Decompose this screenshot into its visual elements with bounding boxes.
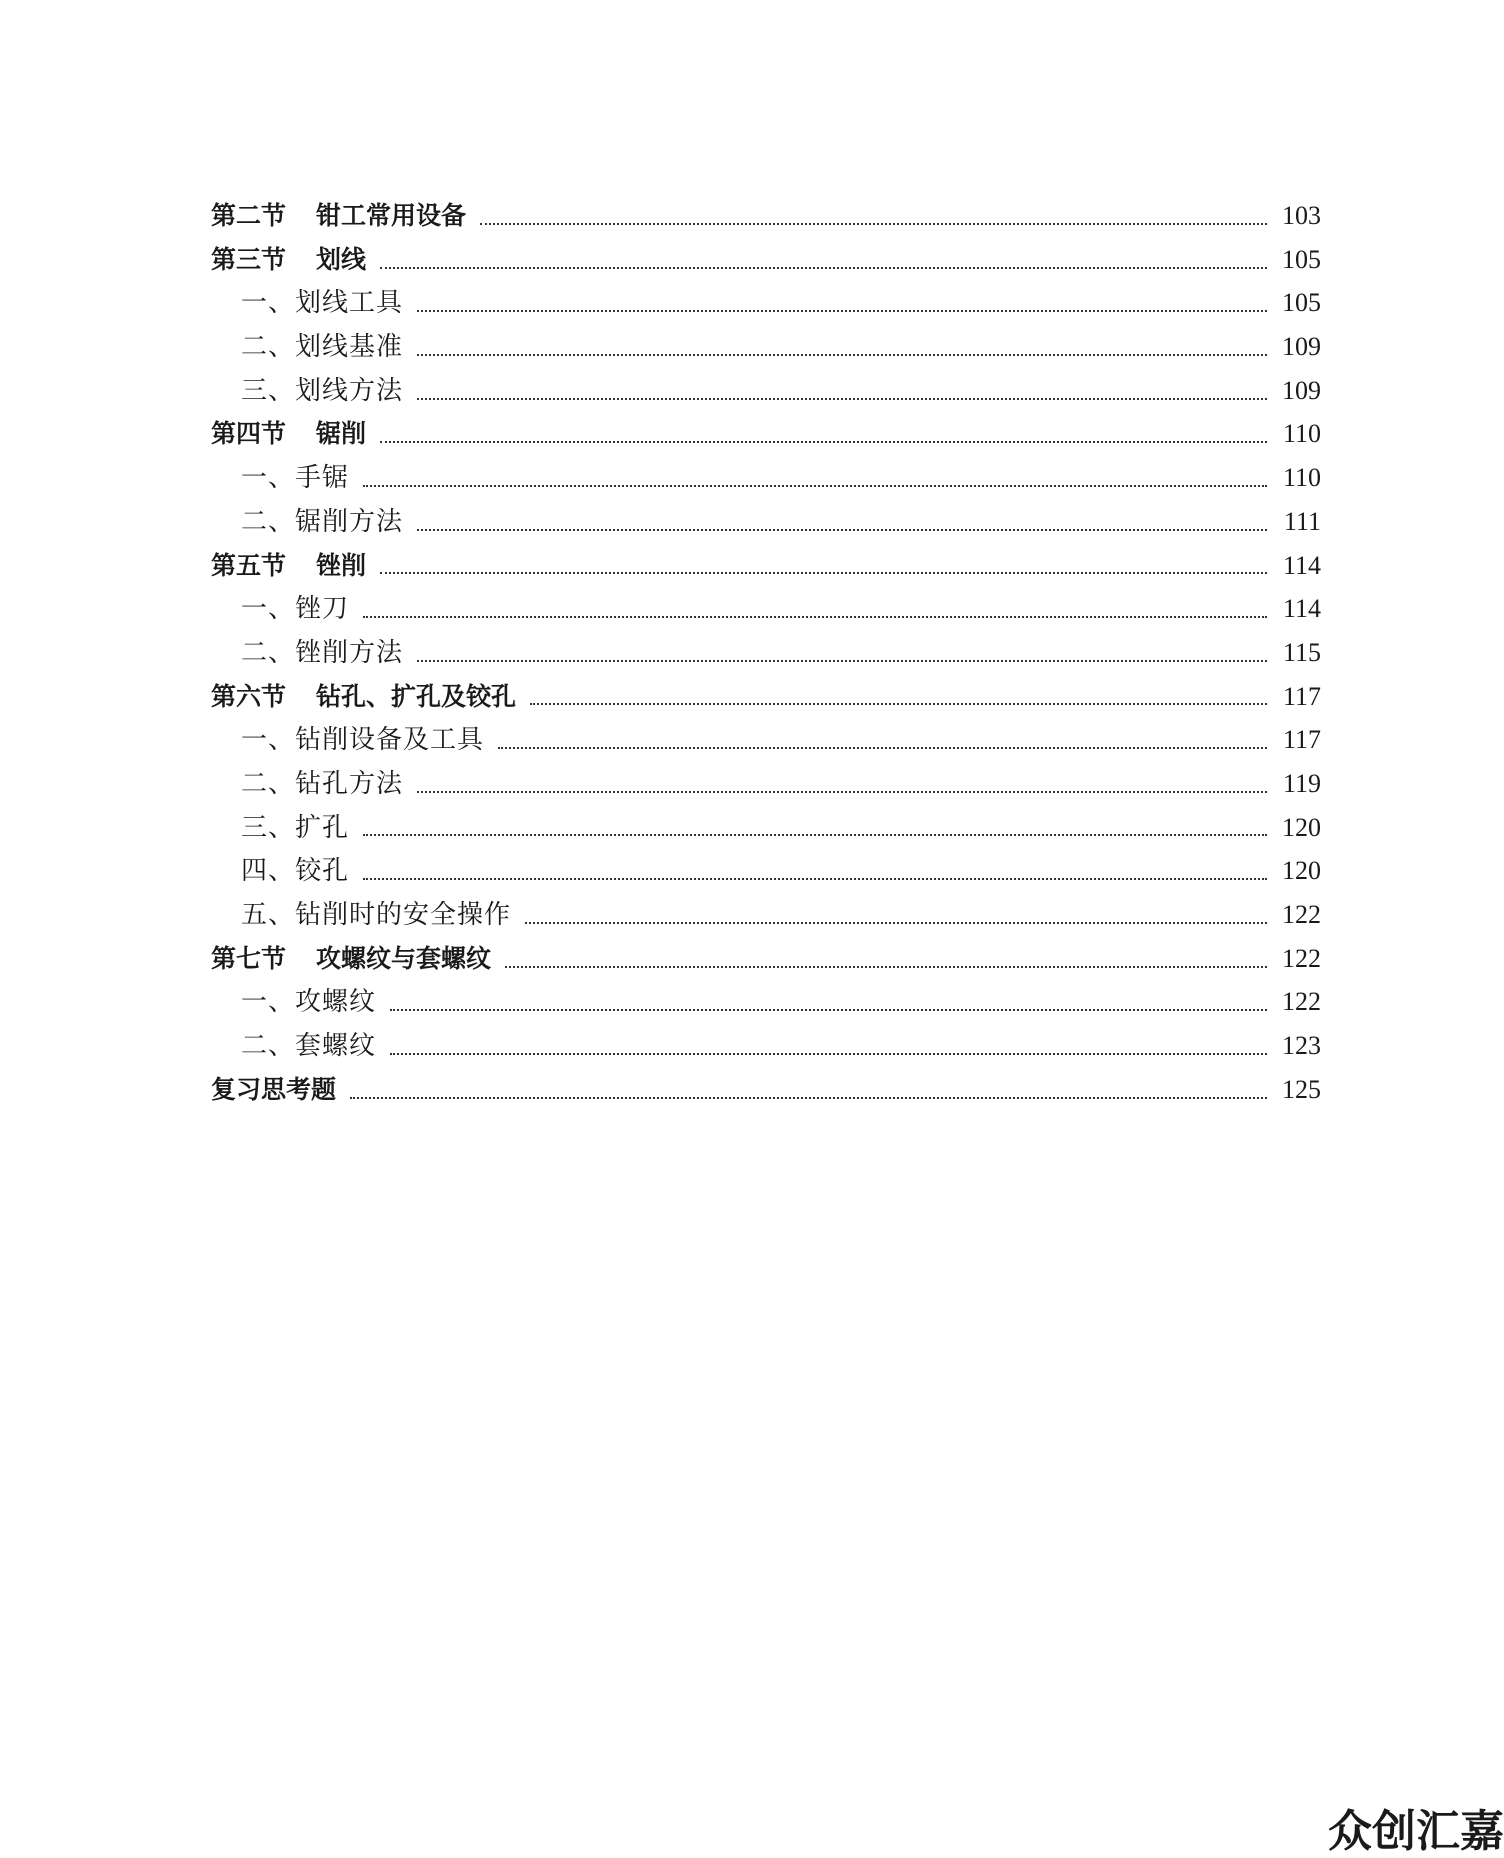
item-title: 二、钻孔方法 [241, 768, 404, 799]
dot-leader [480, 223, 1267, 225]
item-title: 三、划线方法 [241, 375, 404, 406]
page-number: 123 [1282, 1031, 1321, 1061]
item-title: 一、钻削设备及工具 [241, 725, 485, 756]
dot-leader [363, 485, 1267, 487]
toc-section-label [211, 194, 466, 238]
section-title: 攻螺纹与套螺纹 [316, 943, 492, 973]
toc-section-row[interactable] [211, 238, 1321, 282]
toc-section-row[interactable] [211, 675, 1321, 719]
page-number: 117 [1282, 725, 1321, 755]
dot-leader [525, 922, 1267, 924]
item-title: 三、扩孔 [241, 812, 350, 843]
toc-section-row[interactable] [211, 544, 1321, 588]
item-title: 五、钻削时的安全操作 [241, 900, 512, 930]
dot-leader [417, 354, 1267, 356]
dot-leader [498, 747, 1267, 749]
page-number: 109 [1282, 332, 1321, 362]
item-title: 一、手锯 [241, 463, 350, 494]
dot-leader [417, 660, 1267, 662]
toc-section-label [211, 544, 366, 588]
toc-item-row[interactable] [211, 762, 1321, 806]
toc-item-row[interactable] [211, 587, 1321, 631]
dot-leader [363, 834, 1267, 836]
page-number: 119 [1282, 768, 1321, 798]
section-title: 钳工常用设备 [316, 201, 467, 230]
section-number: 第六节 [211, 681, 287, 711]
item-title: 二、套螺纹 [241, 1031, 377, 1062]
dot-leader [380, 267, 1267, 269]
section-title: 钻孔、扩孔及铰孔 [316, 681, 517, 711]
page-number: 122 [1282, 987, 1321, 1017]
toc-item-row[interactable] [211, 718, 1321, 762]
toc-section-label [211, 1068, 336, 1112]
dot-leader [390, 1053, 1267, 1055]
page-number: 122 [1282, 943, 1321, 973]
toc-item-row[interactable] [211, 849, 1321, 893]
section-number: 第七节 [211, 943, 287, 973]
page-number: 117 [1282, 681, 1321, 711]
page-number: 103 [1282, 201, 1321, 230]
section-number: 第二节 [211, 201, 287, 230]
dot-leader [505, 966, 1267, 968]
toc-section-label [211, 412, 366, 456]
dot-leader [417, 529, 1267, 531]
page-number: 109 [1282, 375, 1321, 405]
item-title: 二、划线基准 [241, 332, 404, 363]
section-title: 划线 [316, 244, 367, 274]
page-number: 111 [1283, 506, 1321, 536]
section-title: 锉削 [316, 550, 367, 580]
dot-leader [417, 791, 1267, 793]
dot-leader [363, 878, 1267, 880]
dot-leader [350, 1097, 1267, 1099]
toc-item-row[interactable] [211, 281, 1321, 325]
item-title: 四、铰孔 [241, 856, 350, 887]
page-number: 120 [1282, 812, 1321, 842]
toc-section-label [211, 937, 491, 981]
section-title: 锯削 [316, 419, 367, 449]
toc-section-row[interactable] [211, 937, 1321, 981]
toc-section-row[interactable] [211, 1068, 1321, 1112]
dot-leader [390, 1009, 1267, 1011]
toc-section-label [211, 675, 516, 719]
item-title: 一、攻螺纹 [241, 987, 377, 1018]
watermark-logo: 众创汇嘉 [1328, 1806, 1504, 1857]
section-number: 第四节 [211, 419, 287, 449]
page-number: 114 [1282, 594, 1321, 624]
page-number: 115 [1282, 637, 1321, 667]
page-number: 105 [1282, 244, 1321, 274]
toc-item-row[interactable] [211, 369, 1321, 413]
table-of-contents [211, 194, 1321, 1111]
page-number: 110 [1282, 463, 1321, 493]
toc-item-row[interactable] [211, 980, 1321, 1024]
dot-leader [417, 398, 1267, 400]
dot-leader [380, 572, 1267, 574]
toc-item-row[interactable] [211, 806, 1321, 850]
toc-section-label [211, 238, 366, 282]
toc-item-row[interactable] [211, 325, 1321, 369]
toc-item-row[interactable] [211, 500, 1321, 544]
item-title: 一、锉刀 [241, 594, 350, 625]
toc-item-row[interactable] [211, 631, 1321, 675]
page-number: 125 [1282, 1074, 1321, 1104]
toc-item-row[interactable] [211, 456, 1321, 500]
item-title: 一、划线工具 [241, 288, 404, 319]
page-number: 114 [1282, 550, 1321, 580]
page-number: 110 [1282, 419, 1321, 449]
page-number: 122 [1282, 900, 1321, 929]
toc-section-row[interactable] [211, 194, 1321, 238]
toc-item-row[interactable] [211, 893, 1321, 937]
dot-leader [530, 703, 1267, 705]
section-number: 第五节 [211, 550, 287, 580]
page-number: 105 [1282, 288, 1321, 318]
toc-section-row[interactable] [211, 412, 1321, 456]
toc-item-row[interactable] [211, 1024, 1321, 1068]
dot-leader [380, 441, 1267, 443]
page-number: 120 [1282, 856, 1321, 886]
dot-leader [363, 616, 1267, 618]
dot-leader [417, 310, 1267, 312]
section-number: 第三节 [211, 244, 287, 274]
item-title: 二、锉削方法 [241, 637, 404, 668]
section-title: 复习思考题 [211, 1074, 337, 1104]
item-title: 二、锯削方法 [241, 506, 404, 537]
